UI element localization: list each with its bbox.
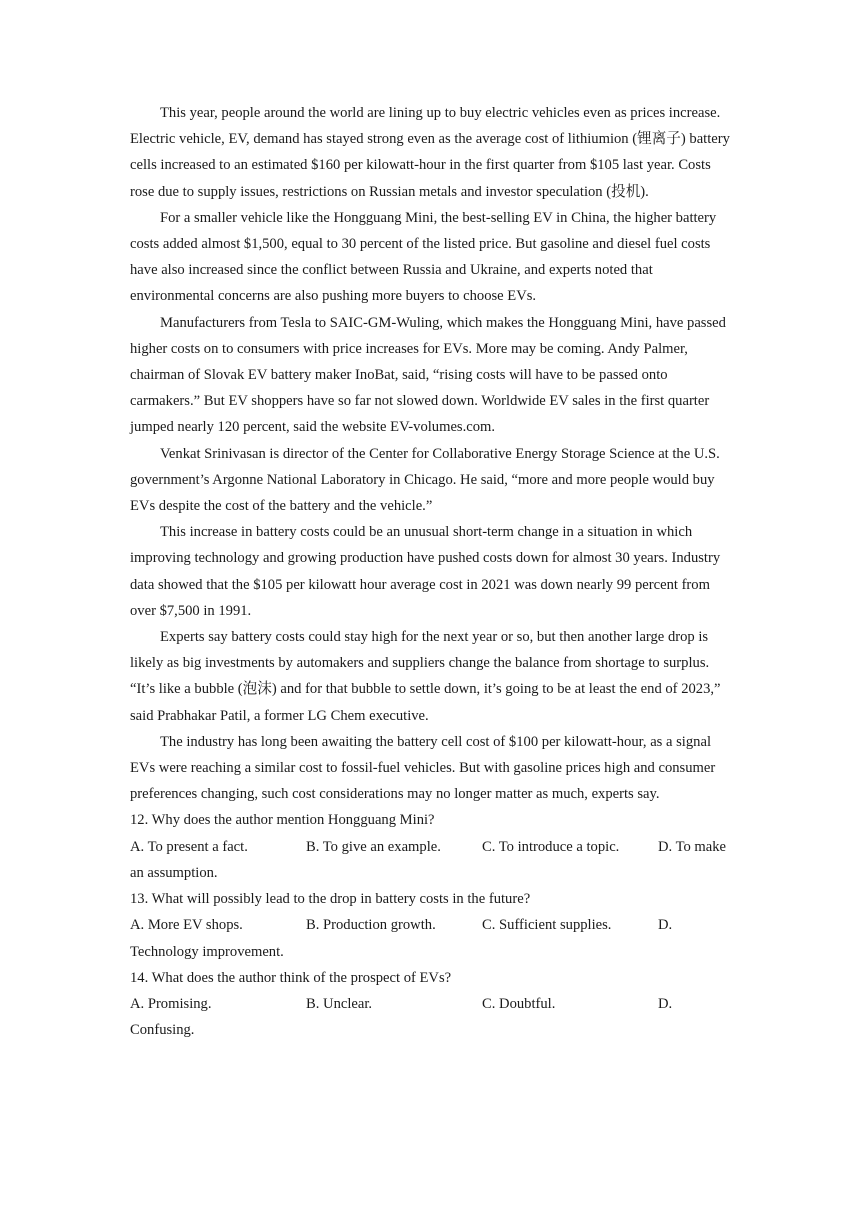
question-stem: 14. What does the author think of the prospect of EVs?: [130, 969, 452, 986]
passage-paragraph-6: Experts say battery costs could stay high for the next year or so, but then another large drop is likely as big investments by automakers and suppliers change the balance from shortage to surplus. “It’s like a bubble (泡沫) and for that bubble to settle down, it’s going to be at least the end of 2023,” said Prabhakar Patil, a former LG Chem executive.: [130, 629, 721, 724]
option-b: B. Production growth.: [306, 917, 436, 934]
option-d: D. Confusing.: [130, 995, 673, 1039]
passage-paragraph-5: This increase in battery costs could be an unusual short-term change in a situation in which improving technology and growing production have pushed costs down for almost 30 years. Industry data showed that the $105 per kilowatt hour average cost in 2021 was down nearly 99 percent from over $7,500 in 1991.: [130, 524, 721, 619]
question-stem: 13. What will possibly lead to the drop in battery costs in the future?: [130, 891, 531, 908]
option-a: A. Promising.: [130, 995, 212, 1012]
passage-paragraph-1: This year, people around the world are lining up to buy electric vehicles even as prices increase. Electric vehicle, EV, demand has stayed strong even as the average cost of lithiumion (锂离子) battery cells increased to an estimated $160 per kilowatt-hour in the first quarter from $105 last year. Costs rose due to supply issues, restrictions on Russian metals and investor speculation (投机).: [130, 105, 730, 200]
passage-paragraph-4: Venkat Srinivasan is director of the Center for Collaborative Energy Storage Science at the U.S. government’s Argonne National Laboratory in Chicago. He said, “more and more people would buy EVs despite the cost of the battery and the vehicle.”: [130, 445, 720, 515]
option-d: D. To make an assumption.: [130, 838, 727, 881]
option-a: A. To present a fact.: [130, 838, 248, 855]
option-a: A. More EV shops.: [130, 917, 243, 934]
passage-paragraph-3: Manufacturers from Tesla to SAIC-GM-Wuling, which makes the Hongguang Mini, have passed higher costs on to consumers with price increases for EVs. More may be coming. Andy Palmer, chairman of Slovak EV battery maker InoBat, said, “rising costs will have to be passed onto carmakers.” But EV shoppers have so far not slowed down. Worldwide EV sales in the first quarter jumped nearly 120 percent, said the website EV-volumes.com.: [130, 314, 726, 436]
question-options: [130, 991, 732, 1043]
question-13: [130, 886, 732, 965]
option-d: D. Technology improvement.: [130, 917, 673, 960]
question-12: [130, 807, 732, 886]
option-c: C. Sufficient supplies.: [482, 917, 612, 934]
question-stem: 12. Why does the author mention Hongguang Mini?: [130, 812, 435, 829]
document-body: [130, 100, 732, 1043]
passage-paragraph-2: For a smaller vehicle like the Hongguang Mini, the best-selling EV in China, the higher battery costs added almost $1,500, equal to 30 percent of the listed price. But gasoline and diesel fuel costs have also increased since the conflict between Russia and Ukraine, and experts noted that environmental concerns are also pushing more buyers to choose EVs.: [130, 209, 717, 305]
question-options: [130, 912, 732, 964]
option-b: B. Unclear.: [306, 995, 373, 1012]
question-options: [130, 834, 732, 886]
option-c: C. Doubtful.: [482, 995, 556, 1012]
option-c: C. To introduce a topic.: [482, 838, 620, 855]
passage-paragraph-7: The industry has long been awaiting the battery cell cost of $100 per kilowatt-hour, as a signal EVs were reaching a similar cost to fossil-fuel vehicles. But with gasoline prices high and consumer preferences changing, such cost considerations may no longer matter as much, experts say.: [130, 733, 716, 803]
question-14: [130, 965, 732, 1044]
option-b: B. To give an example.: [306, 838, 441, 855]
